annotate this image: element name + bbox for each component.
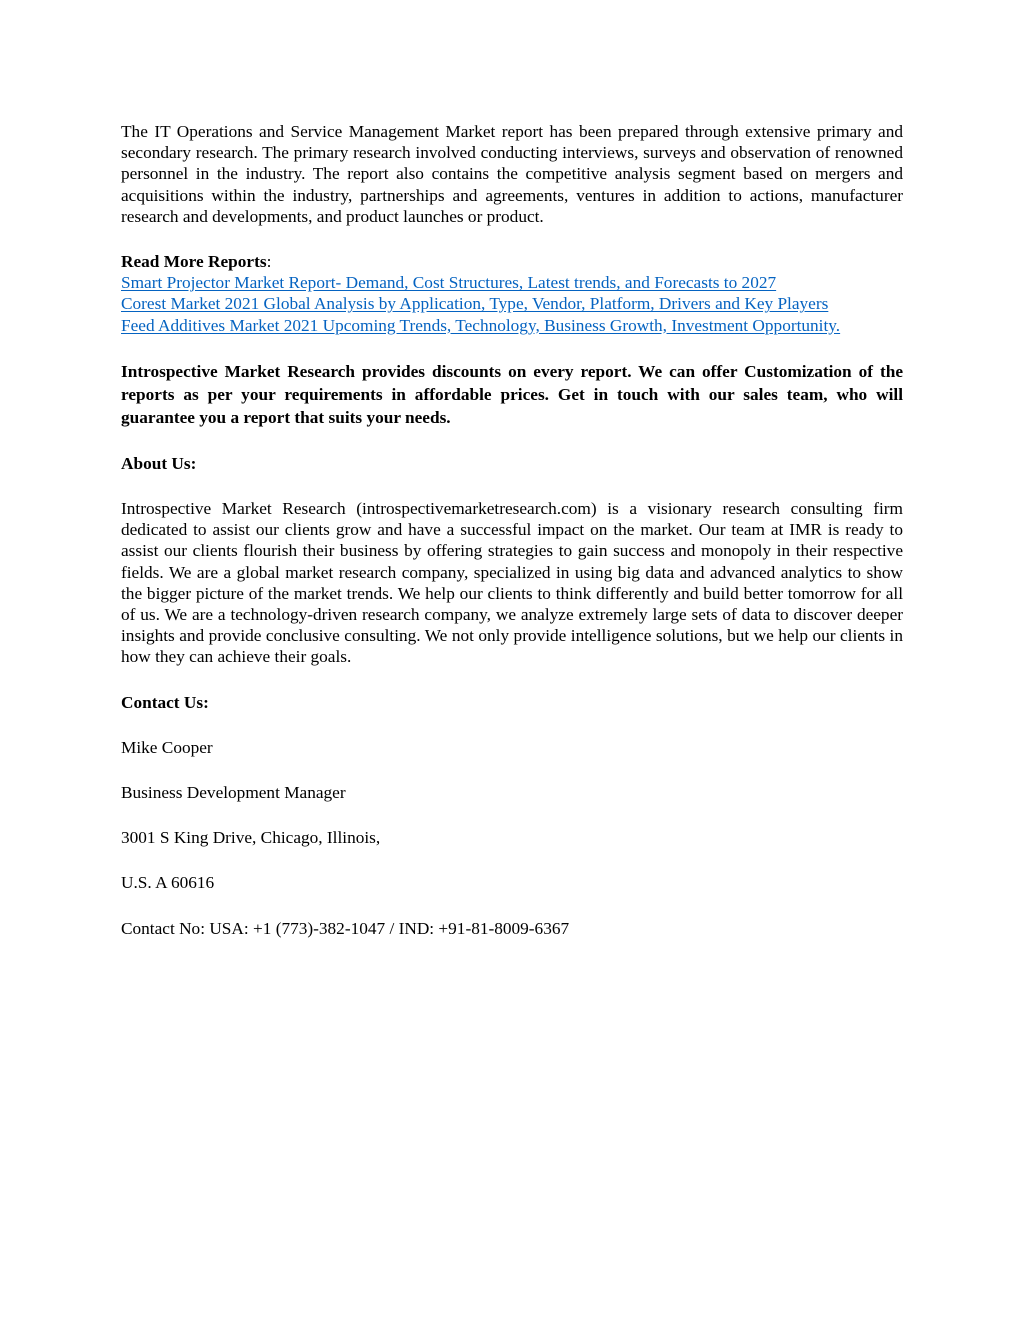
report-link-corest[interactable]: Corest Market 2021 Global Analysis by Application, Type, Vendor, Platform, Drivers and Key Players <box>121 294 829 314</box>
contact-title: Business Development Manager <box>121 783 346 803</box>
contact-phone: Contact No: USA: +1 (773)-382-1047 / IND: +91-81-8009-6367 <box>121 918 570 938</box>
contact-address-line-1: 3001 S King Drive, Chicago, Illinois, <box>121 828 381 848</box>
report-link-smart-projector[interactable]: Smart Projector Market Report- Demand, Cost Structures, Latest trends, and Forecasts to 2027 <box>121 273 777 293</box>
contact-name: Mike Cooper <box>121 737 213 757</box>
contact-heading: Contact Us: <box>121 692 209 712</box>
discount-paragraph: Introspective Market Research provides discounts on every report. We can offer Customization of the reports as per your requirements in affordable prices. Get in touch with our sales team, who will guarantee you a report that suits your needs. <box>121 361 903 427</box>
report-link-row-1 <box>121 272 903 293</box>
about-body: Introspective Market Research (introspectivemarketresearch.com) is a visionary research consulting firm dedicated to assist our clients grow and have a successful impact on the market. Our team at IMR is ready to assist our clients flourish their business by offering strategies to gain success and monopoly in their respective fields. We are a global market research company, specialized in using big data and advanced analytics to show the bigger picture of the market trends. We help our clients to think differently and build better tomorrow for all of us. We are a technology-driven research company, we analyze extremely large sets of data to discover deeper insights and provide conclusive consulting. We not only provide intelligence solutions, but we help our clients in how they can achieve their goals. <box>121 499 903 667</box>
report-link-row-2 <box>121 293 903 314</box>
read-more-colon: : <box>266 252 272 272</box>
document-page <box>121 121 903 939</box>
about-heading: About Us: <box>121 453 197 473</box>
read-more-heading: Read More Reports <box>121 252 267 272</box>
report-link-row-3 <box>121 315 903 336</box>
contact-address-line-2: U.S. A 60616 <box>121 873 215 893</box>
read-more-heading-line <box>121 251 903 272</box>
intro-paragraph: The IT Operations and Service Management Market report has been prepared through extensive primary and secondary research. The primary research involved conducting interviews, surveys and observation of renowned personnel in the industry. The report also contains the competitive analysis segment based on mergers and acquisitions within the industry, partnerships and agreements, ventures in addition to actions, manufacturer research and developments, and product launches or product. <box>121 122 903 226</box>
report-link-feed-additives[interactable]: Feed Additives Market 2021 Upcoming Trends, Technology, Business Growth, Investment Opportunity. <box>121 315 841 335</box>
